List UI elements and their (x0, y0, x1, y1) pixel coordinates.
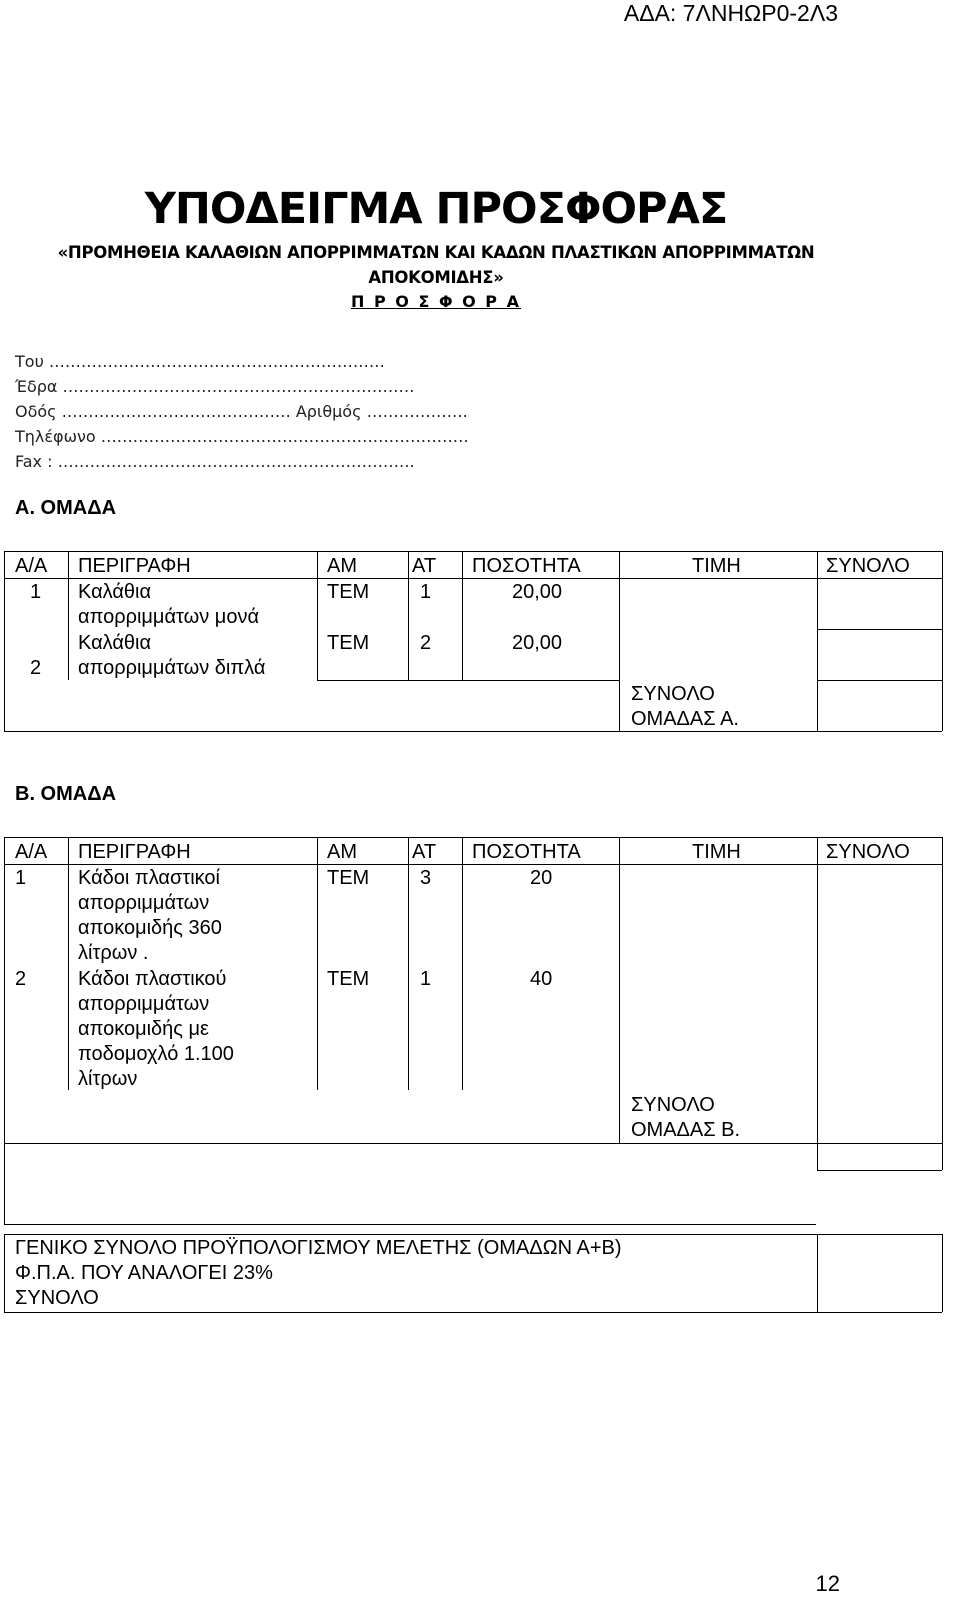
row-am: ΤΕΜ (327, 867, 370, 889)
group-b-sum-label: ΣΥΝΟΛΟ ΟΜΑΔΑΣ Β. (631, 1094, 741, 1141)
offer-label: Π Ρ Ο Σ Φ Ο Ρ Α (351, 292, 521, 311)
table-b-col-border (408, 837, 409, 1090)
row-aa: 2 (30, 657, 42, 679)
grand-total-line-3: ΣΥΝΟΛΟ (15, 1287, 99, 1309)
table-a-row-border (817, 629, 942, 630)
row-am: ΤΕΜ (327, 968, 370, 990)
field-odos: Οδός ……………………………………. Αριθμός ………………. (15, 402, 468, 421)
table-a-col-border (619, 551, 620, 731)
row-desc: Κάδοι πλαστικού απορριμμάτων αποκομιδής με ποδομοχλό 1.100 λίτρων (78, 968, 234, 1090)
grand-total-bottom-border (4, 1312, 942, 1313)
row-at: 2 (420, 632, 432, 654)
header-qty: ΠΟΣΟΤΗΤΑ (472, 841, 581, 863)
row-aa: 1 (30, 581, 42, 603)
table-b-row-border (4, 1143, 942, 1144)
table-b-col-border (68, 837, 69, 1090)
subtitle-line-1: «ΠΡΟΜΗΘΕΙΑ ΚΑΛΑΘΙΩΝ ΑΠΟΡΡΙΜΜΑΤΩΝ ΚΑΙ ΚΑΔΩΝ ΠΛΑΣΤΙΚΩΝ ΑΠΟΡΡΙΜΜΑΤΩΝ (57, 243, 815, 262)
table-b-col-border (462, 837, 463, 1090)
table-a-bottom-border (4, 731, 942, 732)
row-qty: 40 (530, 968, 553, 990)
table-a-col-border (4, 551, 5, 731)
group-a-title: Α. ΟΜΑΔΑ (15, 497, 117, 519)
table-a-col-border (817, 551, 818, 731)
table-b-col-border (817, 837, 818, 1170)
table-a-col-border (462, 551, 463, 680)
header-at: ΑΤ (412, 841, 437, 863)
header-desc: ΠΕΡΙΓΡΑΦΗ (78, 555, 191, 577)
grand-total-line-1: ΓΕΝΙΚΟ ΣΥΝΟΛΟ ΠΡΟΫΠΟΛΟΓΙΣΜΟΥ ΜΕΛΕΤΗΣ (ΟΜΑΔΩΝ Α+Β) (15, 1237, 622, 1259)
table-a-col-border (942, 551, 943, 731)
header-am: ΑΜ (327, 841, 357, 863)
table-b-bottom-border (4, 1224, 816, 1225)
table-b-col-border (317, 837, 318, 1090)
row-desc: Κάδοι πλαστικοί απορριμμάτων αποκομιδής 360 λίτρων . (78, 867, 222, 964)
header-am: ΑΜ (327, 555, 357, 577)
group-b-title: Β. ΟΜΑΔΑ (15, 783, 117, 805)
grand-total-col-border (817, 1234, 818, 1312)
table-a-row-border (817, 680, 942, 681)
row-at: 1 (420, 968, 432, 990)
row-qty: 20,00 (512, 581, 563, 603)
grand-total-col-border (942, 1234, 943, 1312)
field-fax: Fax : …………………………………………………………. (15, 452, 415, 471)
row-aa: 2 (15, 968, 27, 990)
document-subtitle (40, 240, 832, 290)
table-a-col-border (408, 551, 409, 680)
table-a-col-border (317, 551, 318, 680)
row-am: ΤΕΜ (327, 632, 370, 654)
table-a-row-border (317, 680, 619, 681)
row-at: 3 (420, 867, 432, 889)
row-desc: Καλάθια απορριμμάτων διπλά (78, 632, 266, 679)
header-aa: Α/Α (15, 841, 48, 863)
field-edra: Έδρα ………………………………………………………… (15, 377, 415, 396)
table-b-col-border (4, 837, 5, 1224)
group-a-sum-label: ΣΥΝΟΛΟ ΟΜΑΔΑΣ Α. (631, 683, 739, 730)
ada-code: ΑΔΑ: 7ΛΝΗΩΡ0-2Λ3 (623, 0, 838, 26)
table-b-top-border (4, 837, 942, 838)
row-qty: 20 (530, 867, 553, 889)
table-b-row-border (817, 1170, 942, 1171)
table-b-col-border (619, 837, 620, 1143)
header-desc: ΠΕΡΙΓΡΑΦΗ (78, 841, 191, 863)
row-am: ΤΕΜ (327, 581, 370, 603)
grand-total-line-2: Φ.Π.Α. ΠΟΥ ΑΝΑΛΟΓΕΙ 23% (15, 1262, 273, 1284)
field-tou: Του ……………………………………………………… (15, 352, 385, 371)
row-desc: Καλάθια απορριμμάτων μονά (78, 581, 260, 628)
header-price: ΤΙΜΗ (692, 555, 741, 577)
header-qty: ΠΟΣΟΤΗΤΑ (472, 555, 581, 577)
table-a-col-border (68, 551, 69, 680)
header-total: ΣΥΝΟΛΟ (826, 841, 910, 863)
grand-total-col-border (4, 1234, 5, 1312)
header-aa: Α/Α (15, 555, 48, 577)
page-number: 12 (815, 1571, 840, 1596)
header-total: ΣΥΝΟΛΟ (826, 555, 910, 577)
table-b-col-border (942, 837, 943, 1170)
table-a-top-border (4, 551, 942, 552)
document-title: ΥΠΟΔΕΙΓΜΑ ΠΡΟΣΦΟΡΑΣ (144, 184, 728, 234)
row-at: 1 (420, 581, 432, 603)
header-at: ΑΤ (412, 555, 437, 577)
row-aa: 1 (15, 867, 27, 889)
field-tilefono: Τηλέφωνο …………………………………………………………… (15, 427, 469, 446)
subtitle-line-2: ΑΠΟΚΟΜΙΔΗΣ» (368, 268, 504, 287)
grand-total-top-border (4, 1234, 942, 1235)
header-price: ΤΙΜΗ (692, 841, 741, 863)
row-qty: 20,00 (512, 632, 563, 654)
